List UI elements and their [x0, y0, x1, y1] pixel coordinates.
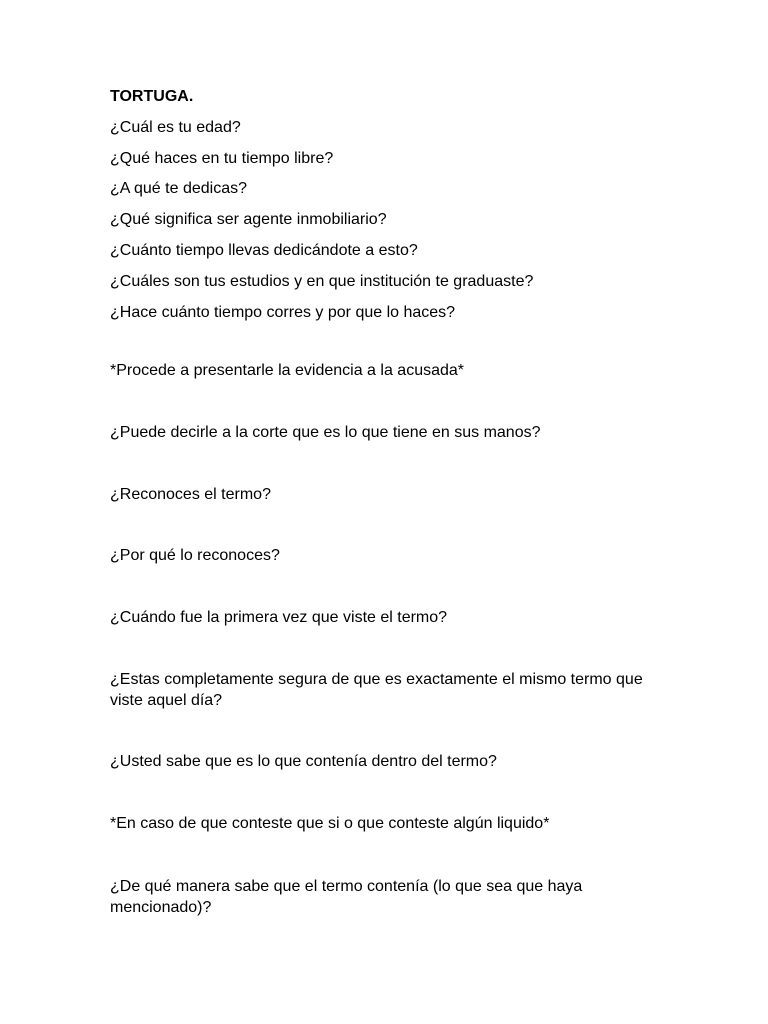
question-real-estate-agent: ¿Qué significa ser agente inmobiliario? — [110, 211, 387, 228]
question-how-know-contents: ¿De qué manera sabe que el termo contenía (lo que sea que haya mencionado)? — [110, 878, 587, 916]
question-first-time-seen: ¿Cuándo fue la primera vez que viste el termo? — [110, 609, 448, 626]
question-time-dedicated: ¿Cuánto tiempo llevas dedicándote a esto? — [110, 242, 418, 259]
question-age: ¿Cuál es tu edad? — [110, 119, 241, 136]
instruction-present-evidence: *Procede a presentarle la evidencia a la acusada* — [110, 362, 465, 379]
question-recognize-thermos: ¿Reconoces el termo? — [110, 486, 271, 503]
question-occupation: ¿A qué te dedicas? — [110, 180, 247, 197]
question-studies: ¿Cuáles son tus estudios y en que institución te graduaste? — [110, 273, 534, 290]
question-completely-sure: ¿Estas completamente segura de que es exactamente el mismo termo que viste aquel día? — [110, 671, 648, 709]
document-title: TORTUGA. — [110, 88, 194, 105]
question-what-in-hands: ¿Puede decirle a la corte que es lo que tiene en sus manos? — [110, 424, 541, 441]
question-why-recognize: ¿Por qué lo reconoces? — [110, 547, 280, 564]
question-contents: ¿Usted sabe que es lo que contenía dentro del termo? — [110, 753, 497, 770]
question-free-time: ¿Qué haces en tu tiempo libre? — [110, 150, 334, 167]
instruction-if-answer-liquid: *En caso de que conteste que si o que conteste algún liquido* — [110, 815, 550, 832]
question-running: ¿Hace cuánto tiempo corres y por que lo haces? — [110, 304, 456, 321]
